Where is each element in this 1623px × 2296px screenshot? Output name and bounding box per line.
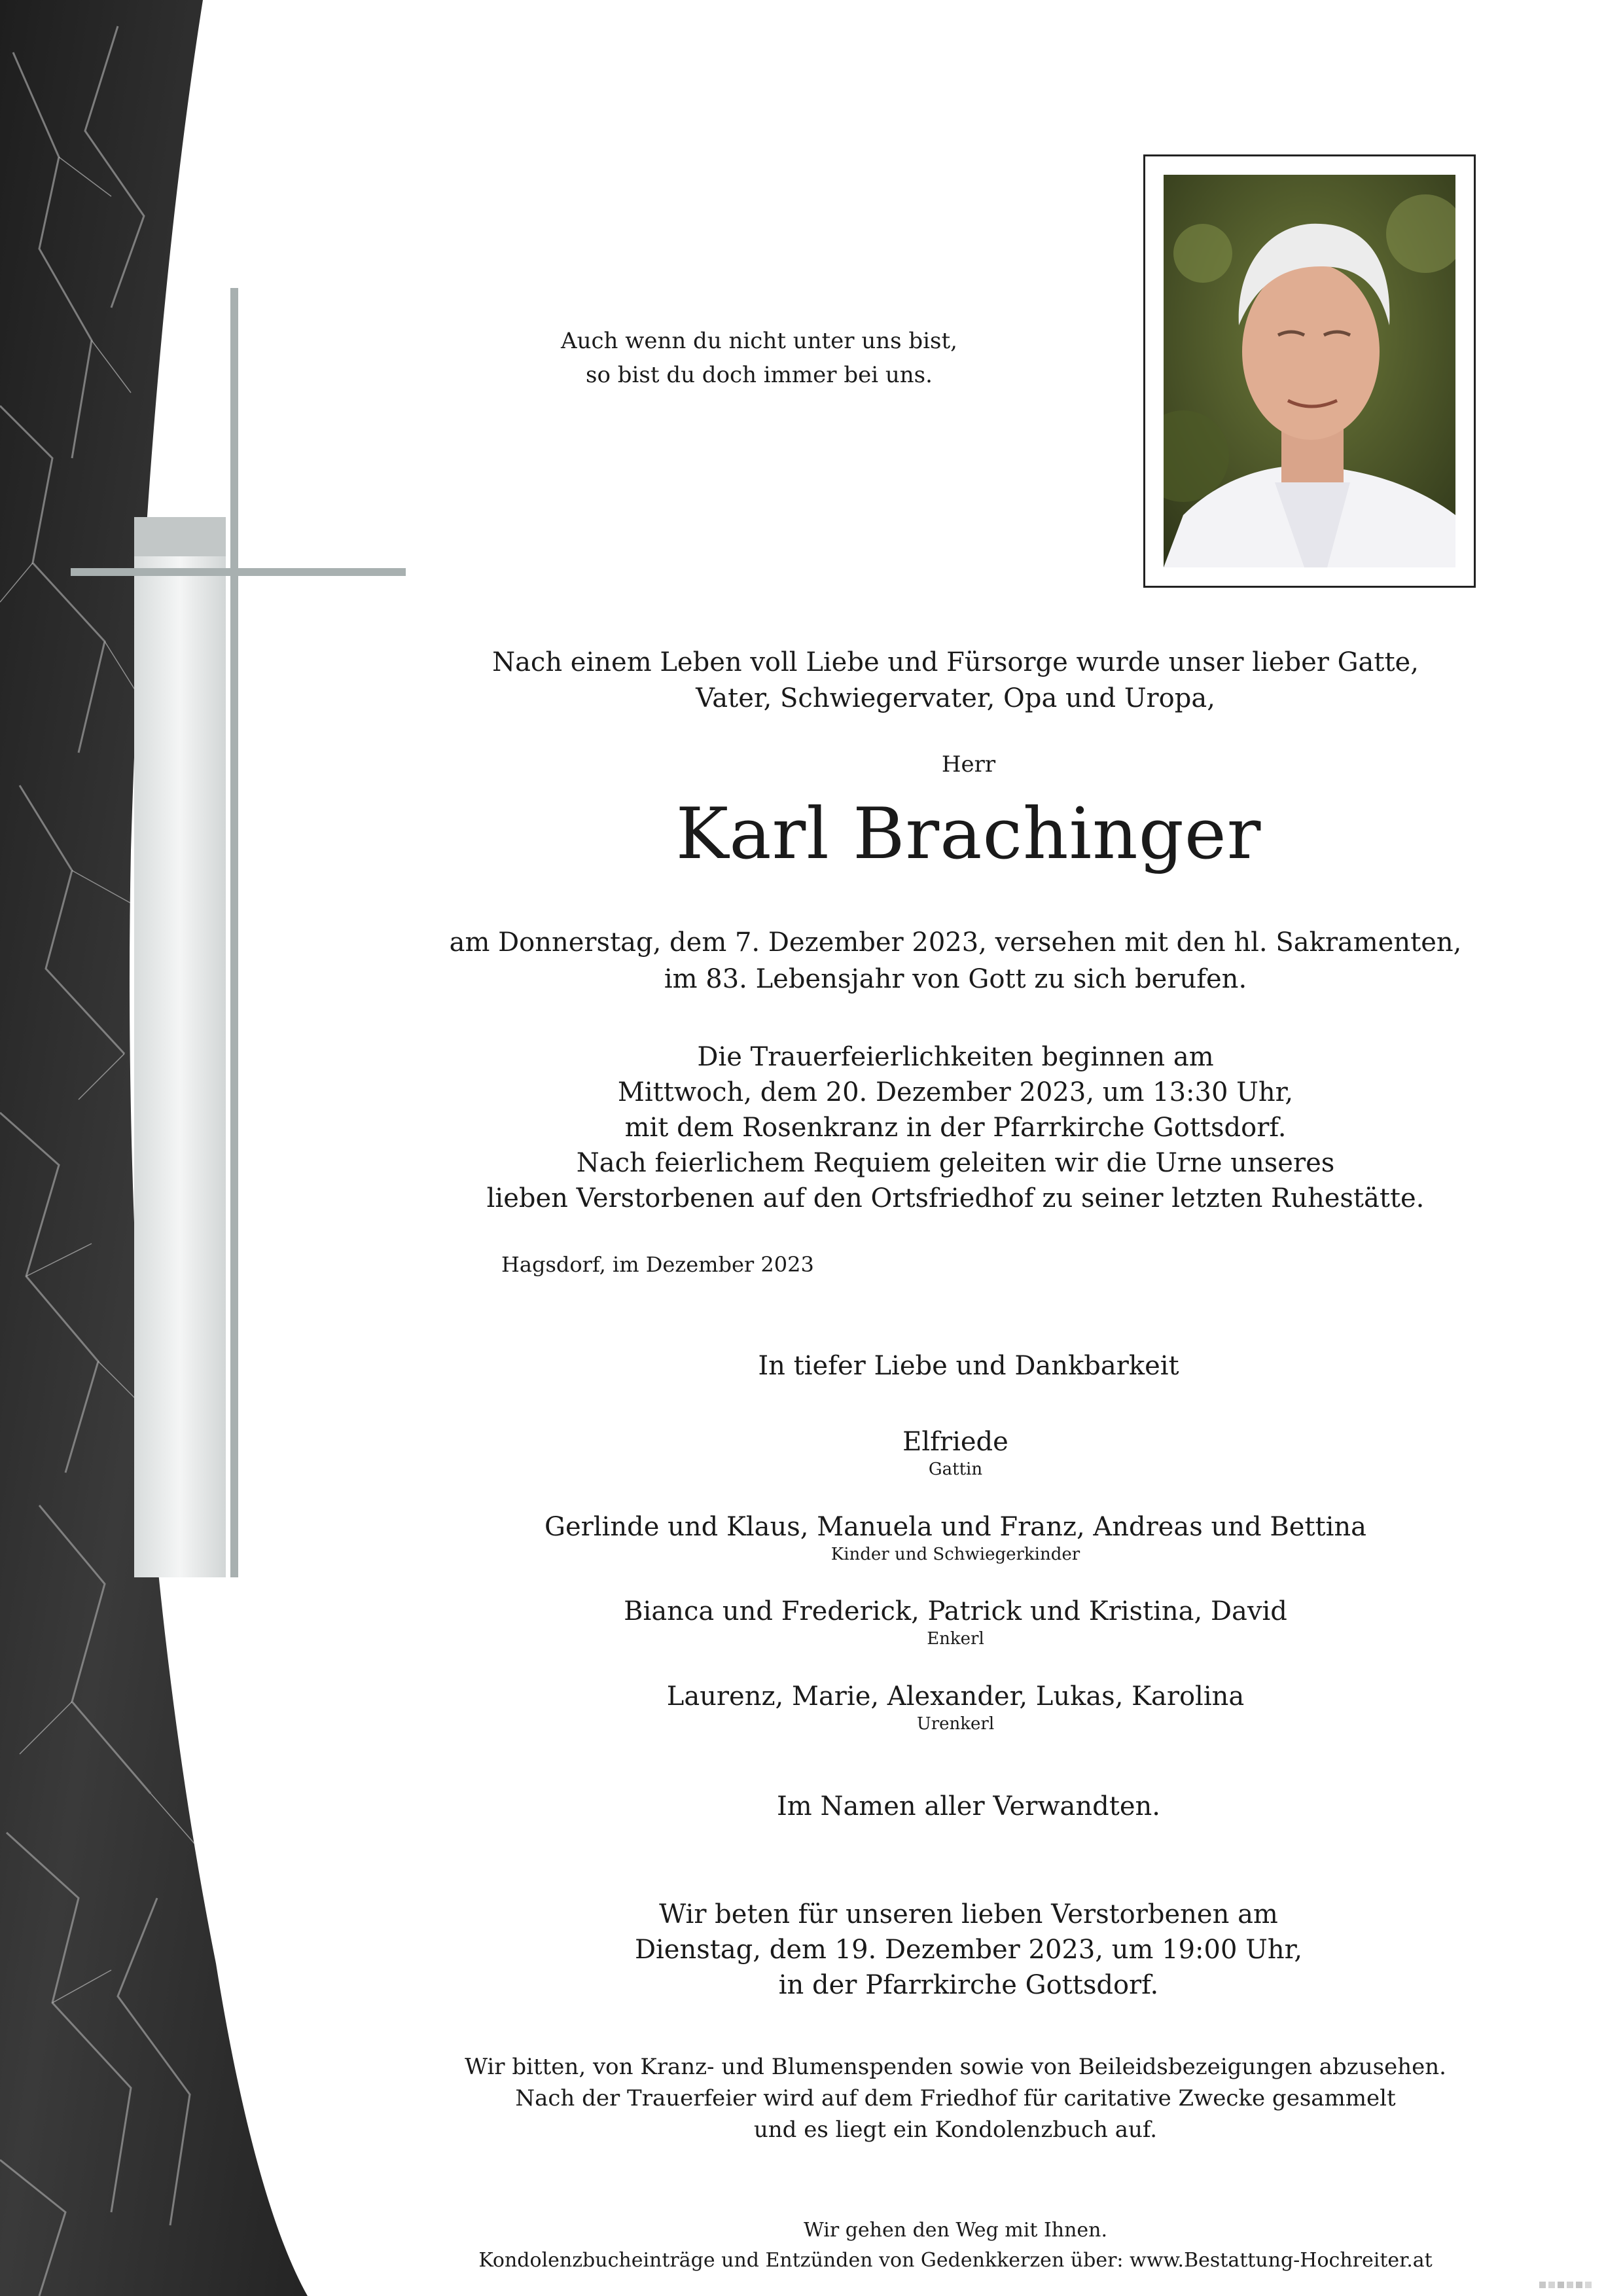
honorific: Herr <box>941 751 996 778</box>
rosary-line: Wir beten für unseren lieben Verstorbenen am <box>659 1899 1278 1929</box>
intro-line: Vater, Schwiegervater, Opa und Uropa, <box>696 683 1215 713</box>
notice-line: Nach der Trauerfeier wird auf dem Friedhof für caritative Zwecke gesammelt <box>515 2085 1396 2111</box>
deceased-name: Karl Brachinger <box>675 793 1262 875</box>
rosary-line: Dienstag, dem 19. Dezember 2023, um 19:00 Uhr, <box>634 1935 1303 1965</box>
notice-line: und es liegt ein Kondolenzbuch auf. <box>753 2117 1158 2143</box>
family-role: Kinder und Schwiegerkinder <box>830 1545 1080 1564</box>
rosary-line: in der Pfarrkirche Gottsdorf. <box>778 1970 1159 2000</box>
quote-line: Auch wenn du nicht unter uns bist, <box>561 328 957 354</box>
ceremony-line: mit dem Rosenkranz in der Pfarrkirche Gottsdorf. <box>624 1113 1287 1143</box>
ceremony-line: Nach feierlichem Requiem geleiten wir die Urne unseres <box>576 1148 1335 1178</box>
footer-line: Wir gehen den Weg mit Ihnen. <box>803 2219 1108 2242</box>
print-mark <box>1539 2280 1594 2289</box>
memorial-quote <box>497 324 1021 392</box>
death-line: im 83. Lebensjahr von Gott zu sich berufen. <box>664 964 1247 994</box>
quote-line: so bist du doch immer bei uns. <box>586 362 933 388</box>
notice-text <box>445 2051 1466 2145</box>
ceremony-line: lieben Verstorbenen auf den Ortsfriedhof zu seiner letzten Ruhestätte. <box>486 1183 1425 1213</box>
death-line: am Donnerstag, dem 7. Dezember 2023, versehen mit den hl. Sakramenten, <box>449 927 1462 958</box>
gratitude-line: In tiefer Liebe und Dankbarkeit <box>758 1351 1179 1381</box>
family-role: Urenkerl <box>916 1714 995 1734</box>
intro-text <box>445 645 1466 717</box>
family-role: Gattin <box>928 1460 983 1479</box>
portrait-photo <box>1164 175 1455 567</box>
ceremony-line: Mittwoch, dem 20. Dezember 2023, um 13:30 Uhr, <box>617 1077 1294 1107</box>
relatives-line: Im Namen aller Verwandten. <box>777 1791 1160 1821</box>
death-text <box>445 924 1466 997</box>
notice-line: Wir bitten, von Kranz- und Blumenspenden sowie von Beileidsbezeigungen abzusehen. <box>465 2054 1446 2080</box>
portrait-frame <box>1143 154 1476 588</box>
family-role: Enkerl <box>927 1629 984 1649</box>
family-names: Bianca und Frederick, Patrick und Kristina, David <box>624 1596 1287 1626</box>
rosary-text <box>576 1897 1361 2003</box>
ceremony-line: Die Trauerfeierlichkeiten beginnen am <box>697 1042 1214 1072</box>
place-date: Hagsdorf, im Dezember 2023 <box>501 1252 814 1277</box>
family-names: Gerlinde und Klaus, Manuela und Franz, Andreas und Bettina <box>544 1512 1366 1542</box>
ceremony-text <box>445 1039 1466 1216</box>
cross-icon <box>0 0 458 1636</box>
footer-text <box>445 2215 1466 2276</box>
family-names: Elfriede <box>902 1427 1008 1457</box>
family-names: Laurenz, Marie, Alexander, Lukas, Karolina <box>666 1681 1245 1712</box>
footer-line: Kondolenzbucheinträge und Entzünden von Gedenkkerzen über: www.Bestattung-Hochreiter.at <box>478 2249 1433 2272</box>
intro-line: Nach einem Leben voll Liebe und Fürsorge wurde unser lieber Gatte, <box>492 647 1419 677</box>
